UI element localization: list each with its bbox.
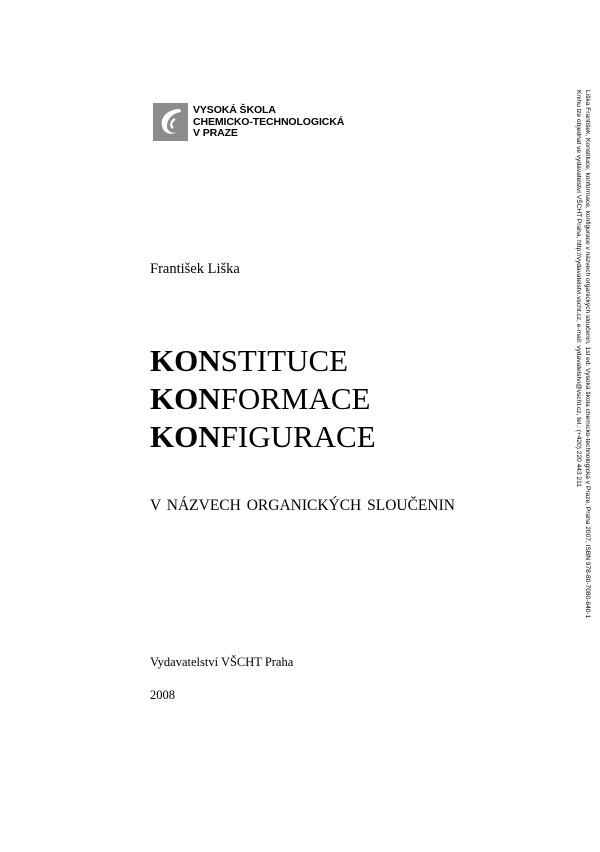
citation-line: Liška František, Konstituce, konformace, konfigurace v názvech organických sloučenin, 1st ed. Vysoká škola chemicko-technologická v Praze, Praha 2007, ISBN 978-80-7080-640-1 [584,90,591,619]
title-prefix: KON [150,381,221,416]
order-info-line: Knihu lze objednat ve vydavatelství VŠCHT Praha, http://vydavatelstvi.vscht.cz, e-mail: vydavatelstvi@vscht.cz, tel.: (+420) 220 443 211 [575,90,582,487]
book-title [150,342,376,456]
title-prefix: KON [150,419,221,454]
title-line-1 [150,342,376,380]
logo-line-2: CHEMICKO-TECHNOLOGICKÁ [193,115,345,128]
title-rest: STITUCE [220,343,349,378]
publication-year: 2008 [150,688,175,702]
publisher: Vydavatelství VŠCHT Praha [150,655,294,669]
logo-line-3: V PRAZE [193,127,238,139]
university-name [193,105,344,140]
title-rest: FORMACE [220,381,371,416]
book-subtitle: V NÁZVECH ORGANICKÝCH SLOUČENIN [150,497,455,514]
author-name: František Liška [150,261,240,277]
title-line-3 [150,418,376,456]
title-line-2 [150,380,376,418]
title-rest: FIGURACE [220,419,376,454]
vscht-logo-icon [153,103,188,141]
logo-line-1: VYSOKÁ ŠKOLA [193,104,276,116]
citation-sidebar [574,90,592,618]
university-logo [153,103,413,145]
title-prefix: KON [150,343,221,378]
